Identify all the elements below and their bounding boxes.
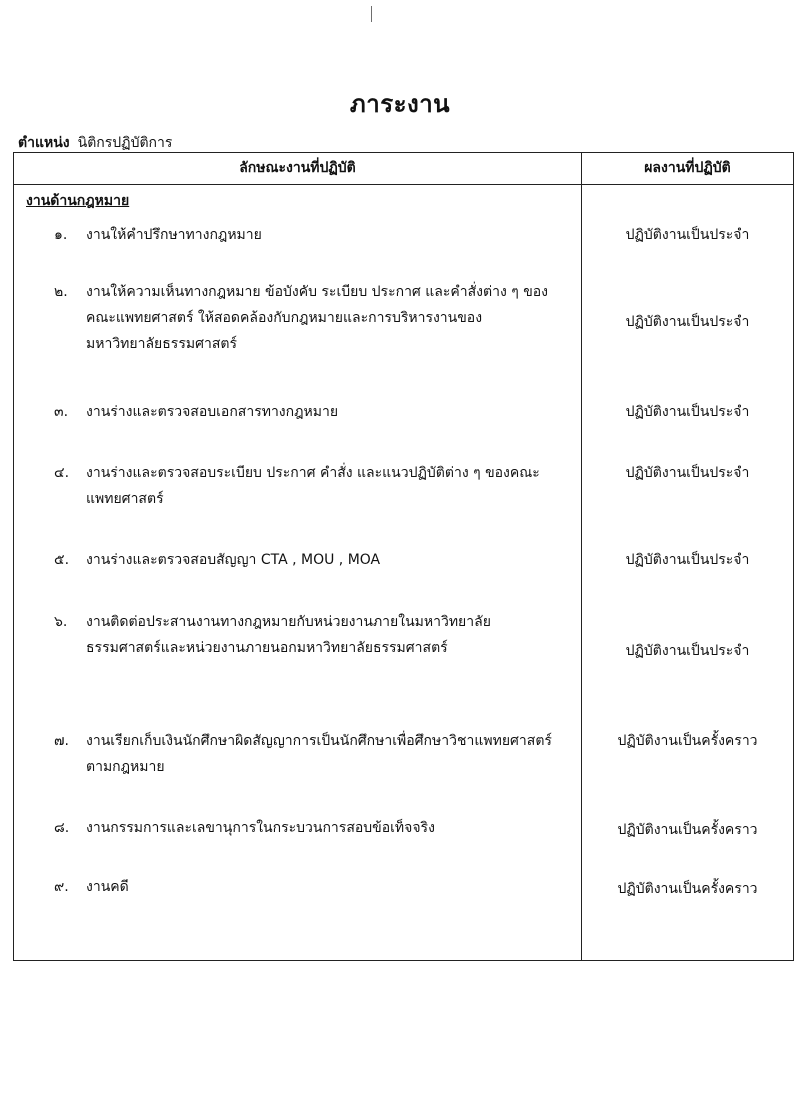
item-number: ๗. xyxy=(54,733,69,749)
scan-artifact xyxy=(371,6,372,22)
position-value: นิติกรปฏิบัติการ xyxy=(77,135,173,151)
item-text: งานคดี xyxy=(86,879,129,895)
header-result: ผลงานที่ปฏิบัติ xyxy=(644,160,731,176)
item-text: งานร่างและตรวจสอบระเบียบ ประกาศ คำสั่ง และแนวปฏิบัติต่าง ๆ ของคณะแพทยศาสตร์ xyxy=(86,465,540,507)
page-title: ภาระงาน xyxy=(349,90,451,118)
position-line xyxy=(18,132,172,154)
item-number: ๖. xyxy=(54,614,68,630)
item-number: ๔. xyxy=(54,465,70,481)
item-text: งานให้ความเห็นทางกฎหมาย ข้อบังคับ ระเบียบ ประกาศ และคำสั่งต่าง ๆ ของคณะแพทยศาสตร์ ให้สอดคล้องกับกฎหมายและการบริหารงานของมหาวิทยาลัยธรรมศาสตร์ xyxy=(86,284,549,352)
header-task: ลักษณะงานที่ปฏิบัติ xyxy=(239,160,356,176)
item-text: งานให้คำปรึกษาทางกฎหมาย xyxy=(86,227,262,243)
item-text: งานเรียกเก็บเงินนักศึกษาผิดสัญญาการเป็นนักศึกษาเพื่อศึกษาวิชาแพทยศาสตร์ ตามกฎหมาย xyxy=(86,733,552,775)
item-result: ปฏิบัติงานเป็นประจำ xyxy=(625,465,750,481)
item-result: ปฏิบัติงานเป็นประจำ xyxy=(625,314,750,330)
position-label: ตำแหน่ง xyxy=(18,135,70,151)
item-number: ๕. xyxy=(54,552,70,568)
item-number: ๓. xyxy=(54,404,69,420)
item-result: ปฏิบัติงานเป็นประจำ xyxy=(625,404,750,420)
item-number: ๘. xyxy=(54,820,70,836)
item-result: ปฏิบัติงานเป็นประจำ xyxy=(625,643,750,659)
item-result: ปฏิบัติงานเป็นครั้งคราว xyxy=(617,733,758,749)
item-number: ๑. xyxy=(54,227,68,243)
workload-table xyxy=(13,152,794,961)
item-result: ปฏิบัติงานเป็นประจำ xyxy=(625,227,750,243)
item-text: งานติดต่อประสานงานทางกฎหมายกับหน่วยงานภายในมหาวิทยาลัยธรรมศาสตร์และหน่วยงานภายนอกมหาวิทยาลัยธรรมศาสตร์ xyxy=(86,614,491,656)
item-text: งานร่างและตรวจสอบเอกสารทางกฎหมาย xyxy=(86,404,339,420)
item-result: ปฏิบัติงานเป็นครั้งคราว xyxy=(617,822,758,838)
item-text: งานกรรมการและเลขานุการในกระบวนการสอบข้อเท็จจริง xyxy=(86,820,435,836)
item-text: งานร่างและตรวจสอบสัญญา CTA , MOU , MOA xyxy=(86,552,381,568)
table-header-row xyxy=(14,153,793,185)
section-title: งานด้านกฎหมาย xyxy=(26,193,130,209)
item-number: ๒. xyxy=(54,284,68,300)
item-result: ปฏิบัติงานเป็นประจำ xyxy=(625,552,750,568)
item-result: ปฏิบัติงานเป็นครั้งคราว xyxy=(617,881,758,897)
item-number: ๙. xyxy=(54,879,69,895)
